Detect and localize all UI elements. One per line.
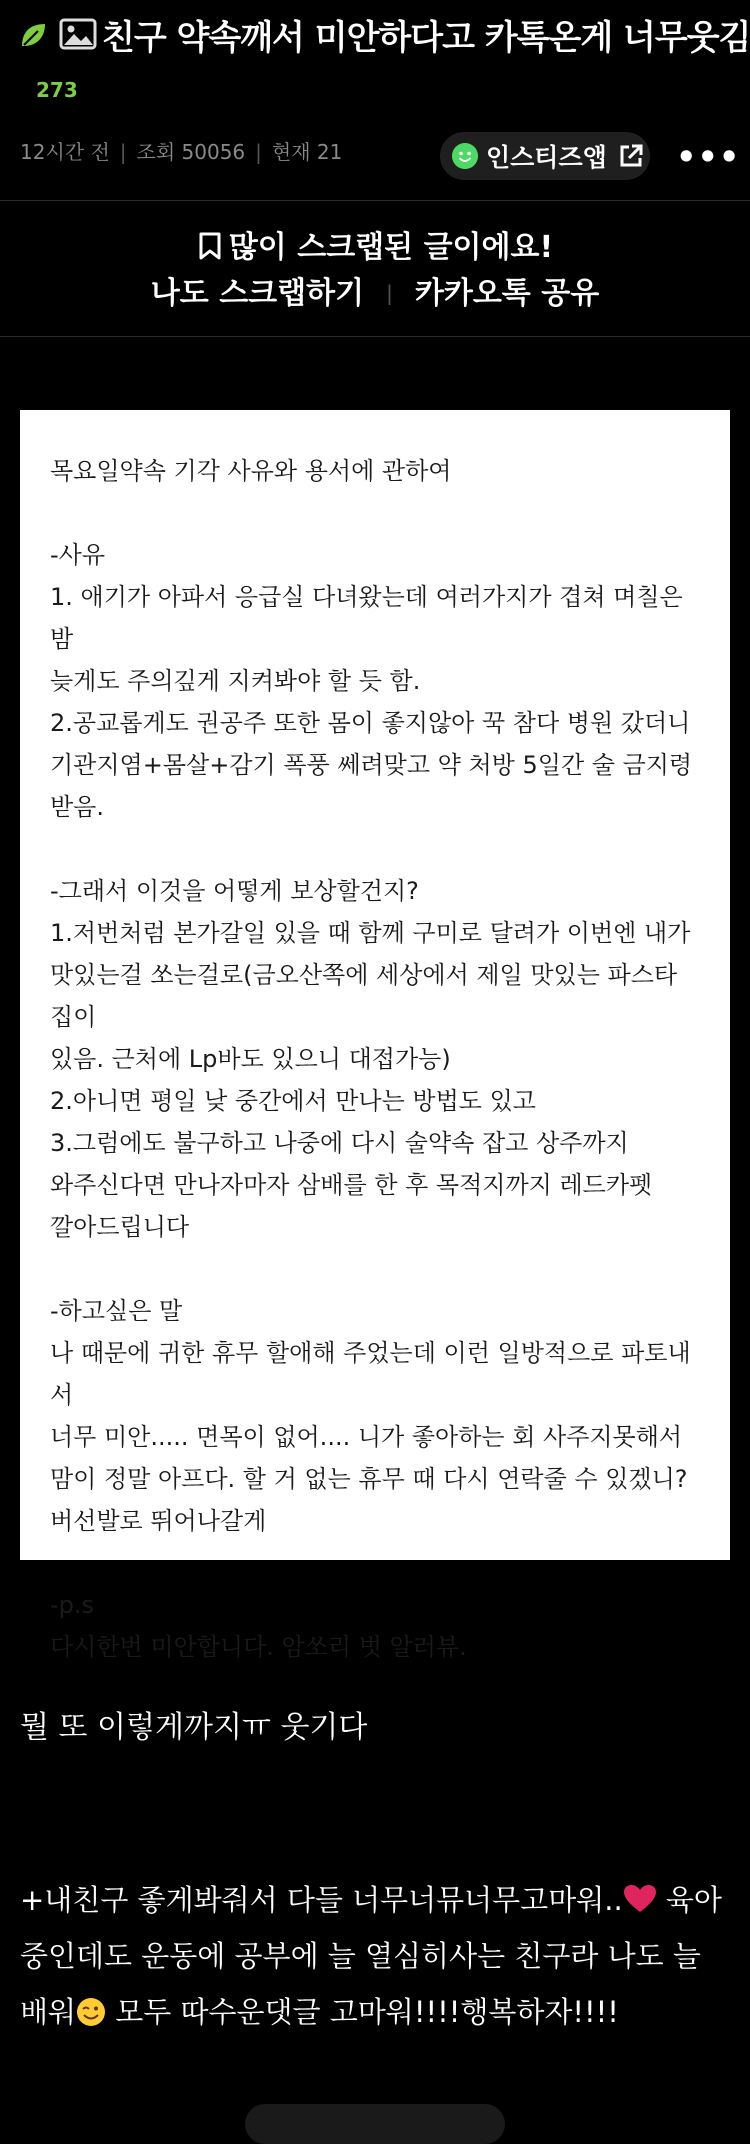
action-separator: | xyxy=(386,281,393,305)
post-body-update xyxy=(20,1872,735,2040)
external-link-icon xyxy=(617,142,645,170)
wink-emoji-icon xyxy=(76,1997,106,2027)
scrap-message: 많이 스크랩된 글이에요! xyxy=(228,230,554,265)
page-title: 친구 약속깨서 미안하다고 카톡온게 너무웃김 xyxy=(102,18,750,58)
scrap-me-link[interactable]: 나도 스크랩하기 xyxy=(150,276,365,311)
meta-separator: | xyxy=(119,140,127,164)
post-time: 12시간 전 xyxy=(20,140,110,164)
divider xyxy=(0,200,750,201)
divider xyxy=(0,336,750,337)
update-text-3: 모두 따수운댓글 고마워!!!!행복하자!!!! xyxy=(106,1995,619,2029)
leaf-icon xyxy=(18,20,48,50)
post-meta xyxy=(20,136,342,165)
heart-emoji-icon xyxy=(623,1884,657,1914)
post-body-text: 뭘 또 이렇게까지ㅠ 웃기다 xyxy=(20,1710,368,1745)
update-text-2: 육아중인데도 운동에 공부에 늘 열심히사는 친구라 나도 늘 배워 xyxy=(20,1883,722,2029)
meta-separator: | xyxy=(255,140,262,164)
scrap-banner xyxy=(0,222,750,266)
smiley-logo-icon xyxy=(452,143,478,169)
app-button-label: 인스티즈앱 xyxy=(486,143,607,172)
kakao-share-link[interactable]: 카카오톡 공유 xyxy=(414,276,600,311)
message-image: 목요일약속 기각 사유와 용서에 관하여 -사유 1. 애기가 아파서 응급실 다녀왔는데 여러가지가 겹쳐 며칠은 밤 늦게도 주의깊게 지켜봐야 할 듯 함. 2.공교롭게도 권공주 또한 몸이 좋지않아 꾹 참다 병원 갔더니 기관지염+몸살+감기 폭풍 쎄려맞고 약 처방 5일간 술 금지령 받음. -그래서 이것을 어떻게 보상할건지? 1.저번처럼 본가갈일 있을 때 함께 구미로 달려가 이번엔 내가 맛있는걸 쏘는걸로(금오산쪽에 세상에서 제일 맛있는 파스타집이 있음. 근처에 Lp바도 있으니 대접가능) 2.아니면 평일 낮 중간에서 만나는 방법도 있고 3.그럼에도 불구하고 나중에 다시 술약속 잡고 상주까지 와주신다면 만나자마자 삼배를 한 후 목적지까지 레드카펫 깔아드립니다 -하고싶은 말 나 때문에 귀한 휴무 할애해 주었는데 이런 일방적으로 파토내서 너무 미안..... 면목이 없어.... 니가 좋아하는 회 사주지못해서 맘이 정말 아프다. 할 거 없는 휴무 때 다시 연락줄 수 있겠니? 버선발로 뛰어나갈게 -p.s 다시한번 미안합니다. 암쏘리 벗 알러뷰. xyxy=(20,410,730,1560)
current-viewers: 현재 21 xyxy=(271,140,343,164)
view-count: 조회 50056 xyxy=(136,140,246,164)
scrap-actions xyxy=(0,268,750,312)
instiz-app-button[interactable] xyxy=(440,132,650,180)
bottom-floating-bar[interactable] xyxy=(245,2104,505,2144)
more-options-icon[interactable]: ••• xyxy=(676,138,741,176)
image-icon xyxy=(58,14,98,54)
update-text-1: +내친구 좋게봐줘서 다들 너무너뮤너무고마워.. xyxy=(20,1883,623,1917)
like-count: 273 xyxy=(36,78,78,102)
bookmark-icon xyxy=(197,231,223,261)
